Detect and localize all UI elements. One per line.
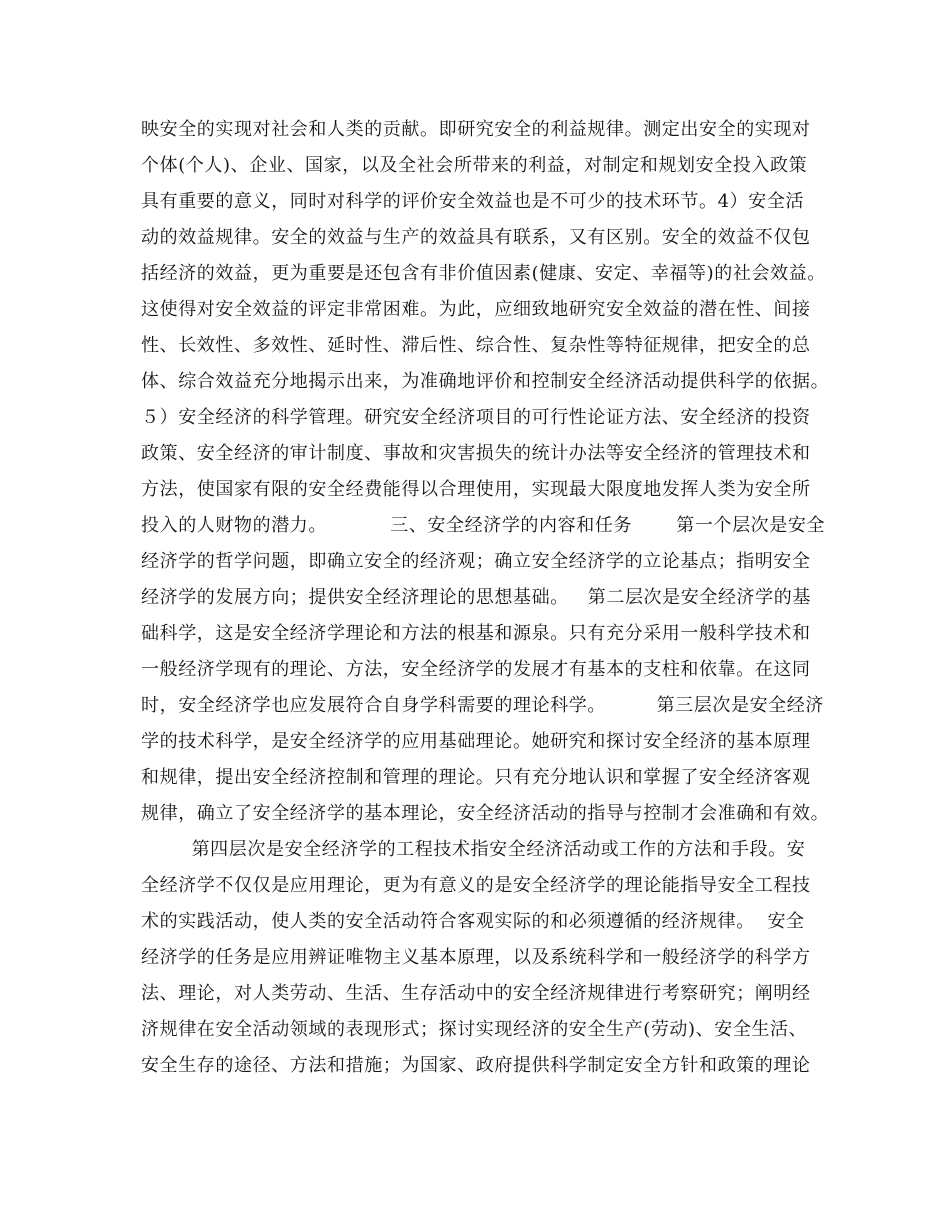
- text-line: 和规律，提出安全经济控制和管理的理论。只有充分地认识和掌握了安全经济客观: [141, 767, 811, 788]
- text-line: 括经济的效益，更为重要是还包含有非价值因素(健康、安定、幸福等)的社会效益。: [141, 263, 826, 284]
- text-line: 础科学，这是安全经济学理论和方法的根基和源泉。只有充分采用一般科学技术和: [141, 623, 811, 644]
- text-line: 个体(个人)、企业、国家，以及全社会所带来的利益，对制定和规划安全投入政策: [141, 155, 808, 176]
- text-line: ５）安全经济的科学管理。研究安全经济项目的可行性论证方法、安全经济的投资: [141, 407, 811, 428]
- text-line: 这使得对安全效益的评定非常困难。为此，应细致地研究安全效益的潜在性、间接: [141, 299, 811, 320]
- body-text: [141, 112, 831, 1084]
- text-line: 法、理论，对人类劳动、生活、生存活动中的安全经济规律进行考察研究；阐明经: [141, 983, 811, 1004]
- text-line: 全经济学不仅仅是应用理论，更为有意义的是安全经济学的理论能指导安全工程技: [141, 875, 811, 896]
- text-line: 一般经济学现有的理论、方法，安全经济学的发展才有基本的支柱和依靠。在这同: [141, 659, 811, 680]
- text-line: 方法，使国家有限的安全经费能得以合理使用，实现最大限度地发挥人类为安全所: [141, 479, 811, 500]
- text-line: 性、长效性、多效性、延时性、滞后性、综合性、复杂性等特征规律，把安全的总: [141, 335, 811, 356]
- text-line: 规律，确立了安全经济学的基本理论，安全经济活动的指导与控制才会准确和有效。: [141, 803, 830, 824]
- text-line: 学的技术科学，是安全经济学的应用基础理论。她研究和探讨安全经济的基本原理: [141, 731, 811, 752]
- text-line: 经济学的任务是应用辨证唯物主义基本原理，以及系统科学和一般经济学的科学方: [141, 947, 811, 968]
- text-line: 体、综合效益充分地揭示出来，为准确地评价和控制安全经济活动提供科学的依据。: [141, 371, 830, 392]
- text-line: 时，安全经济学也应发展符合自身学科需要的理论科学。 第三层次是安全经济: [141, 695, 824, 716]
- text-line: 映安全的实现对社会和人类的贡献。即研究安全的利益规律。测定出安全的实现对: [141, 119, 811, 140]
- text-line: 政策、安全经济的审计制度、事故和灾害损失的统计办法等安全经济的管理技术和: [141, 443, 811, 464]
- text-line: 第四层次是安全经济学的工程技术指安全经济活动或工作的方法和手段。安: [141, 839, 806, 860]
- text-line: 动的效益规律。安全的效益与生产的效益具有联系，又有区别。安全的效益不仅包: [141, 227, 811, 248]
- text-line: 经济学的哲学问题，即确立安全的经济观；确立安全经济学的立论基点；指明安全: [141, 551, 811, 572]
- text-line: 安全生存的途径、方法和措施；为国家、政府提供科学制定安全方针和政策的理论: [141, 1055, 811, 1076]
- text-line: 具有重要的意义，同时对科学的评价安全效益也是不可少的技术环节。4）安全活: [141, 191, 805, 212]
- text-line: 经济学的发展方向；提供安全经济理论的思想基础。 第二层次是安全经济学的基: [141, 587, 811, 608]
- text-line: 投入的人财物的潜力。 三、安全经济学的内容和任务 第一个层次是安全: [141, 515, 826, 536]
- text-line: 术的实践活动，使人类的安全活动符合客观实际的和必须遵循的经济规律。 安全: [141, 911, 805, 932]
- text-line: 济规律在安全活动领域的表现形式；探讨实现经济的安全生产(劳动)、安全生活、: [141, 1019, 808, 1040]
